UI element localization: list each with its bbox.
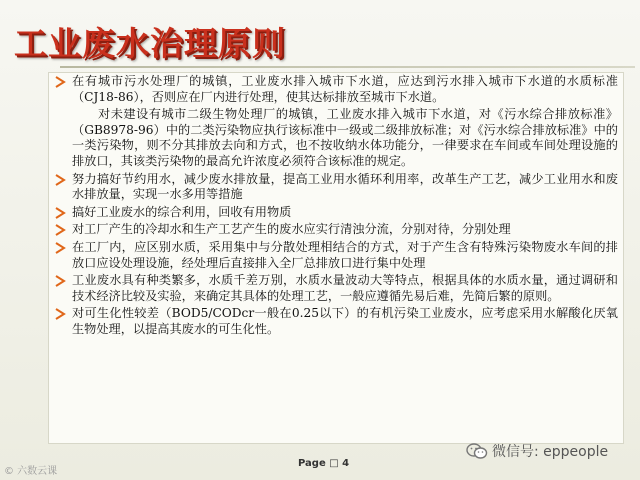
arrow-bullet-icon — [54, 242, 66, 254]
bullet-item — [52, 273, 618, 304]
bullet-item — [52, 172, 618, 203]
bullet-text: 在有城市污水处理厂的城镇，工业废水排入城市下水道，应达到污水排入城市下水道的水质标准（CJ18-86），否则应在厂内进行处理，使其达标排放至城市下水道。 — [72, 74, 618, 104]
slide-title: 工业废水治理原则 — [14, 24, 286, 63]
wechat-watermark — [466, 441, 608, 461]
bullet-text: 在工厂内，应区别水质，采用集中与分散处理相结合的方式，对于产生含有特殊污染物废水车间的排放口应设处理设施，经处理后直接排入全厂总排放口进行集中处理 — [72, 239, 618, 270]
arrow-bullet-icon — [54, 275, 66, 287]
arrow-bullet-icon — [54, 76, 66, 88]
bullet-item — [52, 107, 618, 169]
bullet-text: 工业废水具有种类繁多，水质千差万别，水质水量波动大等特点，根据具体的水质水量，通过调研和技术经济比较及实验，来确定其具体的处理工艺，一般应遵循先易后难，先简后繁的原则。 — [72, 273, 618, 303]
arrow-bullet-icon — [54, 174, 66, 186]
arrow-bullet-icon — [54, 308, 66, 320]
corner-watermark: © 六数云课 — [4, 466, 58, 477]
title-divider — [60, 66, 635, 68]
page-number: Page □ 4 — [298, 458, 350, 469]
bullet-text: 对可生化性较差（BOD5/CODcr一般在0.25以下）的有机污染工业废水，应考虑采用水解酸化厌氧生物处理，以提高其废水的可生化性。 — [72, 306, 618, 336]
bullet-text: 对未建设有城市二级生物处理厂的城镇，工业废水排入城市下水道，对《污水综合排放标准》（GB8978-96）中的二类污染物应执行该标准中一级或二级排放标准；对《污水综合排放标准》中的一类污染物，则不分其排放去向和方式，也不按收纳水体功能分，一律要求在车间或车间处理设施的排放口，其该类污染物的最高允许浓度必须符合该标准的规定。 — [72, 107, 618, 168]
arrow-bullet-icon — [54, 207, 66, 219]
bullet-item — [52, 306, 618, 337]
bullet-item — [52, 222, 618, 238]
bullet-item — [52, 240, 618, 271]
bullet-item — [52, 205, 618, 221]
bullet-list — [52, 74, 618, 340]
arrow-bullet-icon — [54, 224, 66, 236]
bullet-text: 对工厂产生的冷却水和生产工艺产生的废水应实行清浊分流，分别对待，分别处理 — [72, 222, 511, 237]
title-bar — [0, 14, 640, 66]
bullet-text: 努力搞好节约用水，减少废水排放量，提高工业用水循环利用率，改革生产工艺，减少工业用水和废水排放量，实现一水多用等措施 — [72, 171, 618, 202]
wechat-icon — [466, 442, 488, 460]
bullet-item — [52, 74, 618, 105]
wechat-id: 微信号: eppeople — [492, 444, 609, 460]
bullet-text: 搞好工业废水的综合利用，回收有用物质 — [72, 204, 292, 219]
